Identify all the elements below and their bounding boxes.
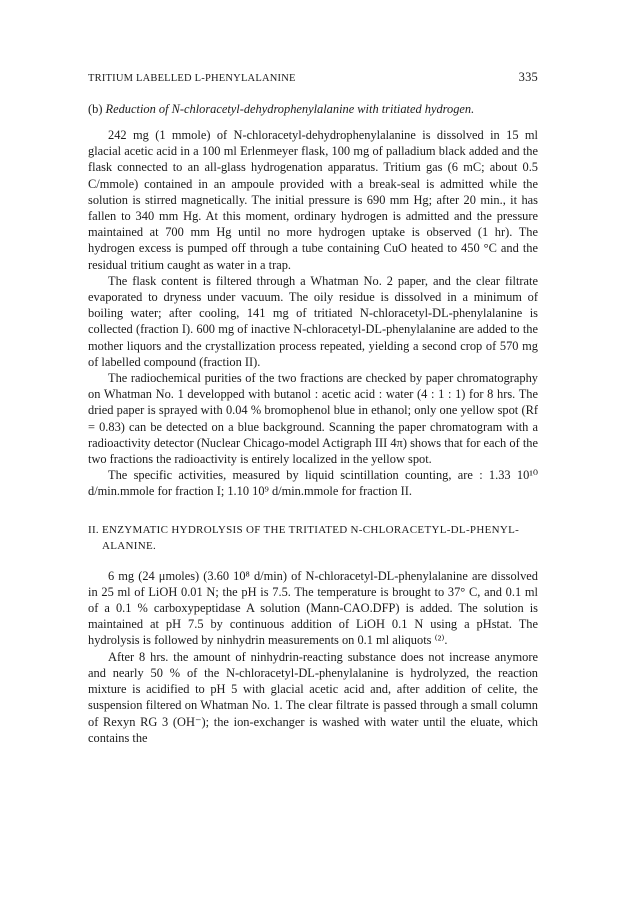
section-heading-line: II. ENZYMATIC HYDROLYSIS OF THE TRITIATED N-CHLORACETYL-DL-PHENYL- [88, 523, 520, 536]
subsection-label: (b) [88, 102, 106, 116]
running-title: TRITIUM LABELLED L-PHENYLALANINE [88, 73, 296, 84]
section-heading [88, 522, 538, 554]
paragraph: The flask content is filtered through a Whatman No. 2 paper, and the clear filtrate evaporated to dryness under vacuum. The oily residue is dissolved in a minimum of boiling water; after cooling, 141 mg of tritiated N-chloracetyl-DL-phenylalanine is collected (fraction I). 600 mg of inactive N-chloracetyl-DL-phenylalanine are added to the mother liquors and the crystallization process repeated, yielding a second crop of 570 mg of labelled compound (fraction II). [88, 273, 538, 369]
running-header [88, 70, 538, 85]
paragraph: The radiochemical purities of the two fractions are checked by paper chromatography on Whatman No. 1 developped with butanol : acetic acid : water (4 : 1 : 1) for 8 hrs. The dried paper is sprayed with 0.04 % bromophenol blue in ethanol; only one yellow spot (Rf = 0.83) can be detected on a blue background. Scanning the paper chromatogram with a radioactivity detector (Nuclear Chicago-model Actigraph III 4π) shows that for each of the two fractions the radioactivity is entirely localized in the yellow spot. [88, 371, 538, 467]
section-heading-line: ALANINE. [102, 539, 157, 552]
paragraph: 6 mg (24 μmoles) (3.60 10⁸ d/min) of N-chloracetyl-DL-phenylalanine are dissolved in 25 ml of LiOH 0.01 N; the pH is 7.5. The temperature is brought to 37° C, and 0.1 ml of a 0.1 % carboxypeptidase A solution (Mann-CAO.DFP) is added. The solution is maintained at pH 7.5 by continuous addition of LiOH 0.1 N using a pHstat. The hydrolysis is followed by ninhydrin measurements on 0.1 ml aliquots ⁽²⁾. [88, 568, 538, 648]
paragraph: After 8 hrs. the amount of ninhydrin-reacting substance does not increase anymore and nearly 50 % of the N-chloracetyl-DL-phenylalanine is hydrolyzed, the reaction mixture is acidified to pH 5 with glacial acetic acid and, after addition of celite, the suspension filtered on Whatman No. 1. The clear filtrate is passed through a small column of Rexyn RG 3 (OH⁻); the ion-exchanger is washed with water until the eluate, which contains the [88, 649, 538, 745]
page [88, 70, 538, 746]
paragraph: The specific activities, measured by liquid scintillation counting, are : 1.33 10¹⁰ d/min.mmole for fraction I; 1.10 10⁹ d/min.mmole for fraction II. [88, 468, 538, 499]
paragraph: 242 mg (1 mmole) of N-chloracetyl-dehydrophenylalanine is dissolved in 15 ml glacial acetic acid in a 100 ml Erlenmeyer flask, 100 mg of palladium black added and the flask connected to an all-glass hydrogenation apparatus. Tritium gas (6 mC; about 0.5 C/mmole) contained in an ampoule provided with a break-seal is admitted while the solution is stirred magnetically. The initial pressure is 690 mm Hg; after 20 min., it has fallen to 340 mm Hg. At this moment, ordinary hydrogen is admitted and the pressure maintained at 700 mm Hg until no more hydrogen uptake is observed (1 hr). The hydrogen excess is pumped off through a tube containing CuO heated to 450 °C and the residual tritium caught as water in a trap. [88, 128, 538, 272]
subsection-title: Reduction of N-chloracetyl-dehydrophenylalanine with tritiated hydrogen. [105, 102, 475, 116]
page-number: 335 [518, 70, 538, 84]
subsection-heading [88, 101, 538, 117]
